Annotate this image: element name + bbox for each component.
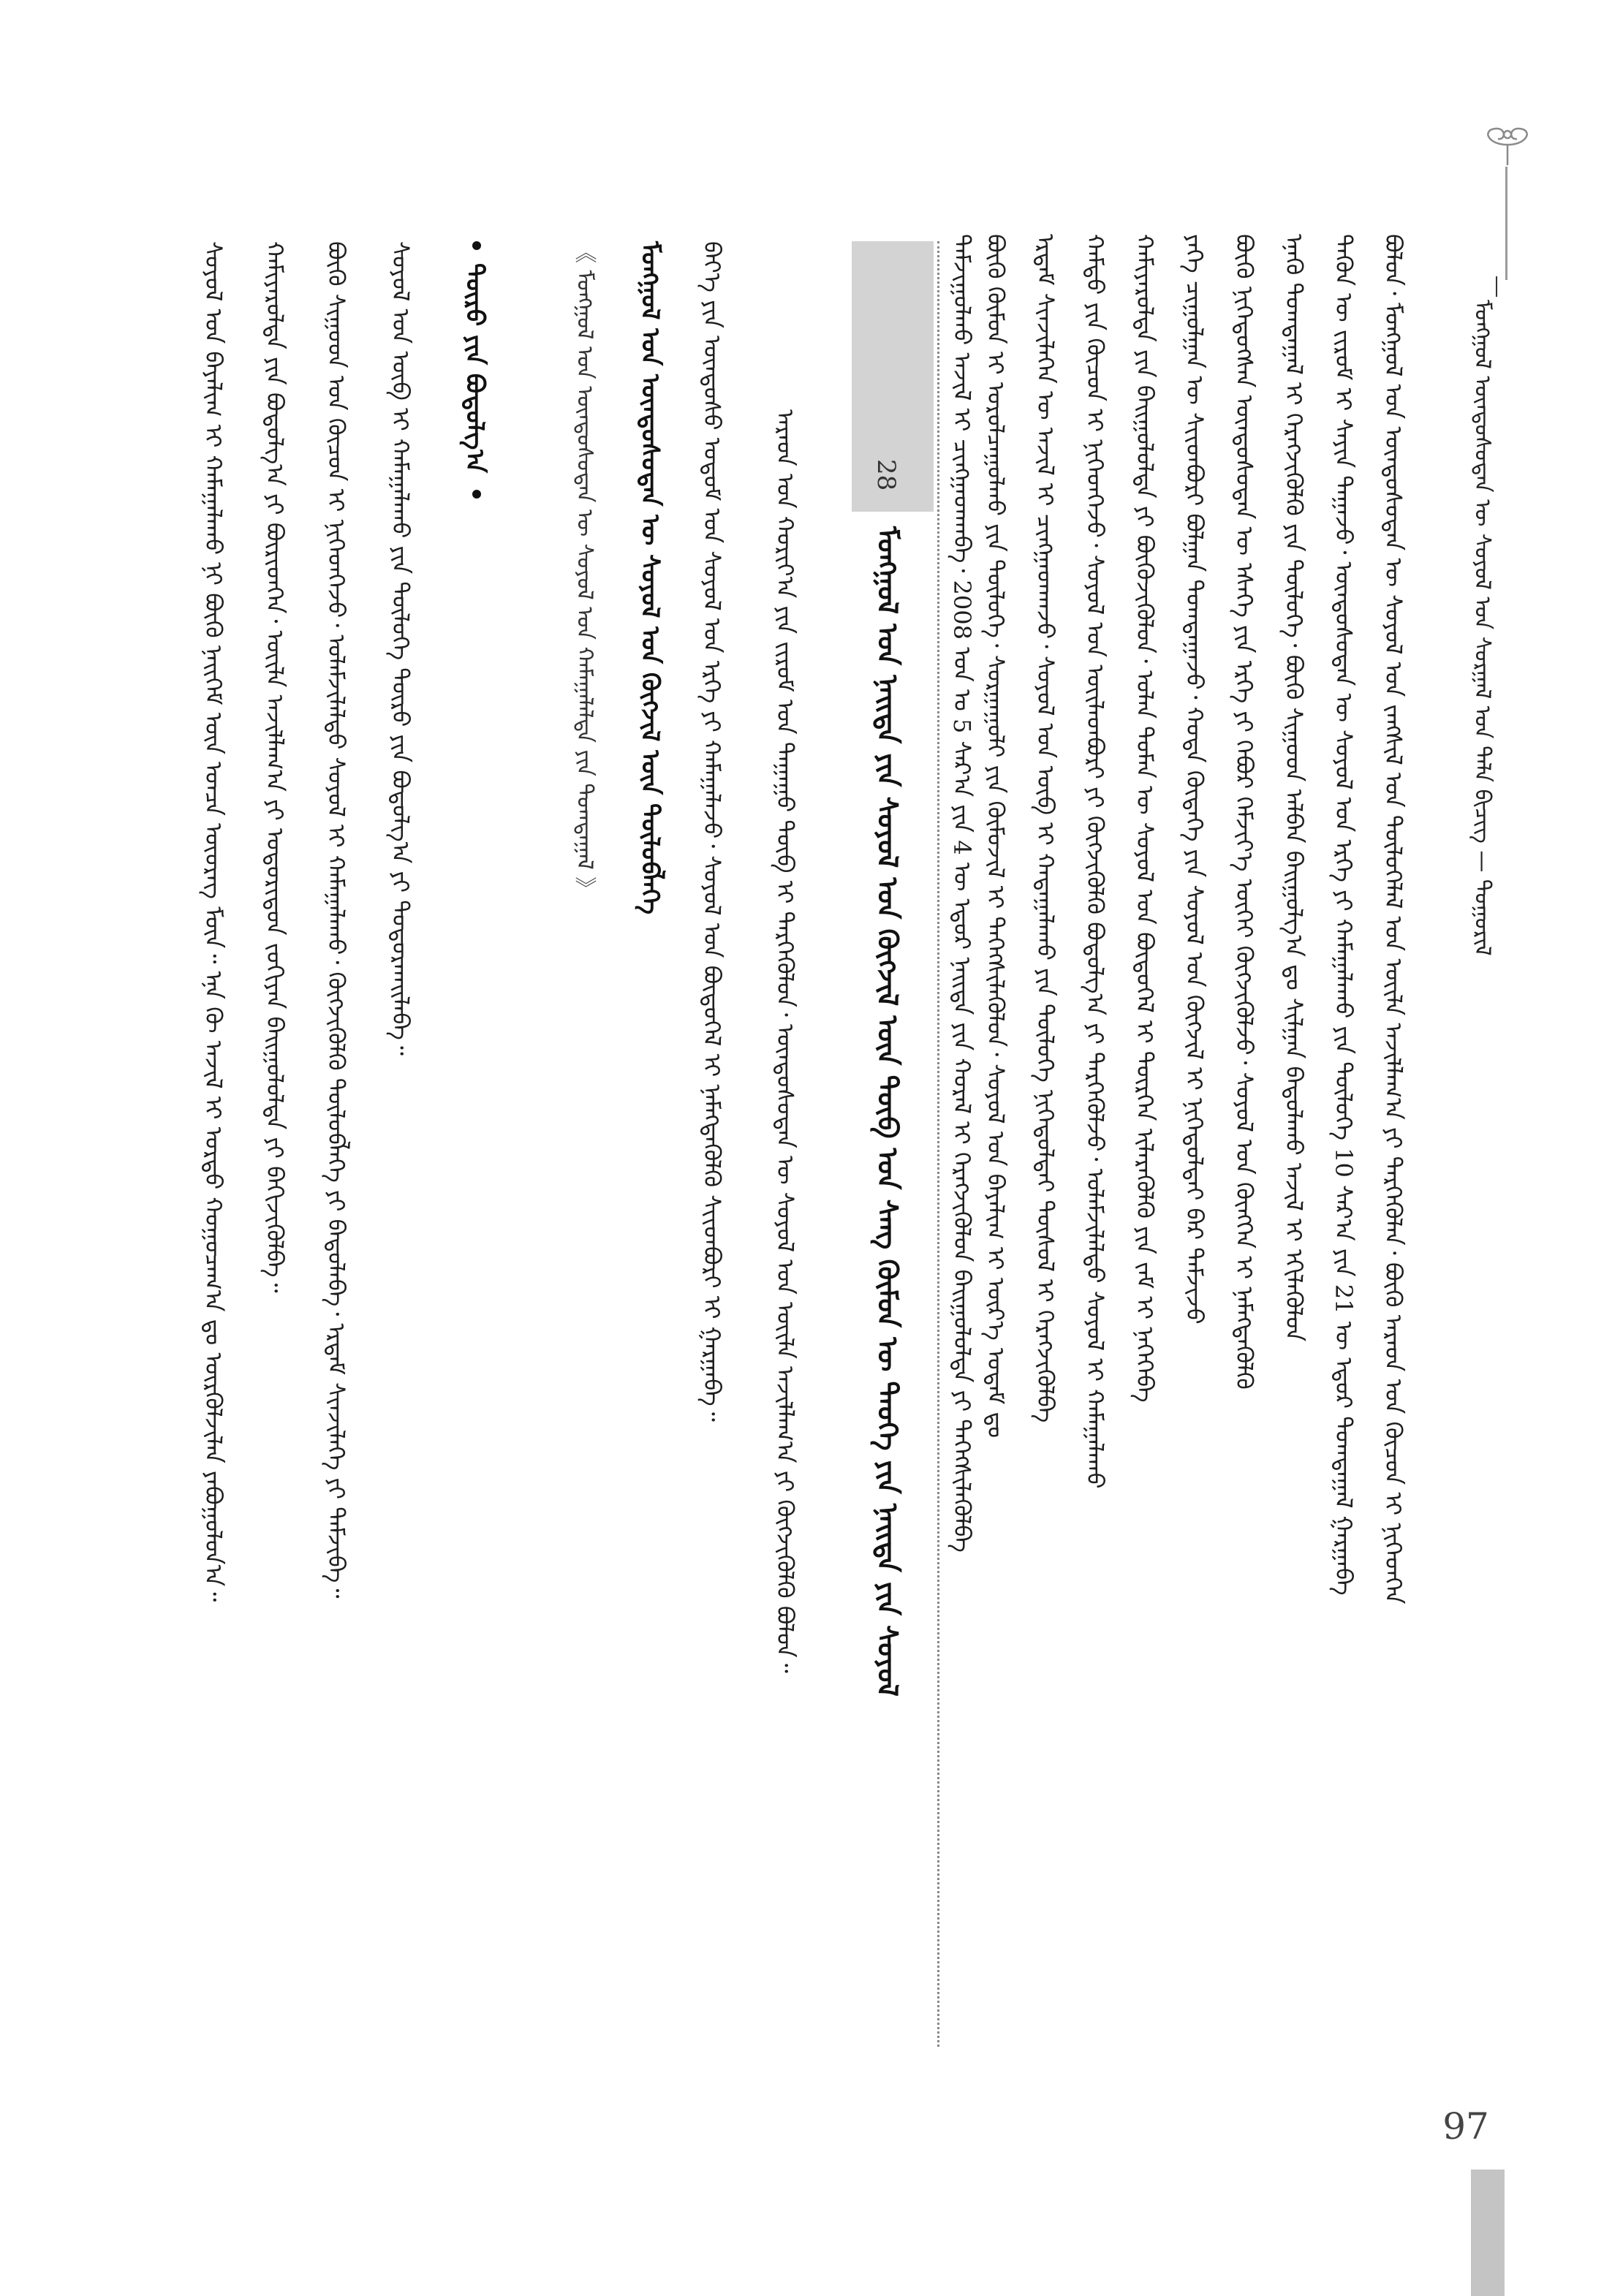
header-dash — [1496, 276, 1497, 297]
text-line: ᠪᠡᠶ᠎ᠡ ᠶᠢᠨ ᠦᠨᠳᠦᠰᠦ ᠤᠳᠤᠮ ᠤᠨ ᠰᠣᠶᠣᠯ ᠤᠨ ᠡᠷᠬᠡ ᠶᠢ ᠬᠠᠮᠠᠭᠠᠯᠠᠵᠤ᠂ ᠰᠣᠶᠣᠯ ᠤᠨ ᠪᠦᠲᠦᠭᠡᠯ ᠢ ᠨᠡᠮᠡᠭᠳᠡᠭᠦᠯᠬᠦ ᠰᠢᠢᠳᠪᠦᠷᠢ ᠢ ᠭᠠᠷᠭᠠᠪᠠ᠃ — [698, 241, 726, 1422]
section-title: ᠮᠣᠩᠭᠣᠯ ᠤᠨ ᠨᠡᠢᠲᠡ ᠶᠢᠨ ᠰᠣᠶᠣᠯ ᠤᠨ ᠬᠥᠭᠵᠢᠯ ᠦᠨ ᠲᠥᠪ ᠤᠨ ᠰᠠᠩ ᠬᠦᠮᠦᠨ ᠦ ᠲᠡᠦᠬᠡ ᠶᠢᠨ ᠨᠡᠢᠲᠡ ᠶᠢᠨ ᠰᠣᠶᠣᠯ — [871, 526, 904, 1697]
text-line-bold: ᠮᠣᠩᠭᠣᠯ ᠤᠨ ᠦᠨᠳᠦᠰᠦᠲᠡᠨ ᠦ ᠰᠣᠶᠣᠯ ᠤᠨ ᠬᠥᠭᠵᠢᠯ ᠦᠨ ᠲᠥᠯᠦᠪᠯᠡᠭᠡ — [635, 241, 665, 914]
page-edge-tab — [1471, 2170, 1505, 2296]
text-line: ᠪᠦᠬᠦ ᠨᠢᠭᠡᠳᠦᠭᠰᠡᠨ ᠦᠨᠳᠦᠰᠦᠲᠡᠨ ᠦ ᠡᠰᠡᠭᠡ ᠶᠢᠨ ᠡᠷᠬᠡ ᠶᠢ ᠬᠡᠪᠦᠷ ᠬᠡᠮᠵᠢᠶ᠎ᠡ ᠦᠭᠡᠢ ᠬᠥᠭᠵᠢᠭᠦᠯᠵᠦ᠂ ᠰᠣᠶᠣᠯ ᠤᠨ ᠬᠥᠩᠭᠡᠨ ᠢ ᠨᠡᠮᠡᠭᠳᠡᠭᠦᠯᠬᠦ — [1230, 234, 1258, 1390]
quotation-line: 《 ᠮᠣᠩᠭᠣᠯ ᠤᠨ ᠦᠨᠳᠦᠰᠦᠲᠡᠨ ᠦ ᠰᠣᠶᠣᠯ ᠤᠨ ᠬᠠᠮᠠᠭᠠᠯᠠᠯᠲᠠ ᠶᠢᠨ ᠲᠣᠭᠲᠠᠭᠠᠯ 》 — [572, 241, 597, 899]
text-line: ᠲᠡᠭᠦᠨ ᠦ ᠵᠢᠷᠤᠮ ᠢ ᠰᠠᠶᠢᠨ ᠳᠠᠭᠠᠵᠤ᠂ ᠦᠨᠳᠦᠰᠦᠲᠡᠨ ᠦ ᠰᠣᠶᠣᠯ ᠤᠨ ᠡᠷᠬᠡ ᠶᠢ ᠬᠠᠮᠠᠭᠠᠯᠠᠬᠤ ᠶᠢᠨ ᠲᠥᠯᠦᠭᠡ 10 ᠰᠠᠷ᠎ᠠ ᠶᠢᠨ 21 ᠦ ᠡᠳᠦᠷ ᠲᠣᠭᠲᠠᠭᠠᠯ ᠭᠠᠷᠭᠠᠪᠠ — [1330, 234, 1358, 1596]
text-line: ᠠᠷᠠᠳ ᠤᠨ ᠬᠣᠷᠢᠶ᠎ᠠ ᠶᠢᠨ ᠵᠢᠷᠤᠮ ᠤᠨ ᠳᠠᠭᠠᠭᠤ ᠲᠥᠪ ᠢ ᠲᠡᠷᠭᠡᠭᠦᠯᠦᠨ᠂ ᠦᠨᠳᠦᠰᠦᠲᠡᠨ ᠦ ᠰᠣᠶᠣᠯ ᠤᠨ ᠦᠢᠯᠡ ᠠᠵᠢᠯᠯᠠᠭ᠎ᠠ ᠶᠢ ᠬᠥᠭᠵᠢᠭᠦᠯᠬᠦ ᠪᠣᠯᠤᠨ᠃ — [771, 409, 799, 1673]
running-header: ᠮᠣᠩᠭᠣᠯ ᠦᠨᠳᠦᠰᠦᠲᠡᠨ ᠦ ᠰᠣᠶᠣᠯ ᠤᠨ ᠰᠤᠷᠭᠠᠯ ᠤᠨ ᠲᠡᠯᠡ ᠪᠢᠴᠢᠭ — ᠲᠤᠭᠤᠷᠢᠯ — [1469, 300, 1495, 956]
text-line: ᠳᠠᠮᠵᠢᠭᠤᠯᠬᠤ ᠠᠵᠢᠯ ᠢ ᠴᠢᠩᠭᠠᠳᠬᠠᠪᠠ᠂ 2008 ᠣᠨ ᠤ 5 ᠰᠠᠷ᠎ᠠ ᠶᠢᠨ 4 ᠦ ᠡᠳᠦᠷ ᠨᠡᠢᠲᠡ ᠶᠢᠨ ᠬᠤᠷᠠᠯ ᠢ ᠬᠡᠷᠡᠭᠵᠢᠭᠦᠯᠦᠨ ᠪᠠᠢᠭᠤᠯᠤᠯᠲᠠ ᠶᠢ ᠳᠡᠭᠡᠭᠰᠢᠯᠡᠭᠦᠯᠪᠡ — [948, 234, 976, 1553]
header-rule — [1505, 167, 1507, 280]
text-line: ᠪᠦᠬᠦ ᠰᠢᠭᠤᠳ ᠤᠨ ᠬᠦᠴᠦᠨ ᠢ ᠨᠢᠭᠡᠳᠬᠡᠵᠦ᠂ ᠤᠯᠠᠮᠵᠢᠯᠠᠯᠲᠤ ᠰᠣᠶᠣᠯ ᠢ ᠬᠠᠮᠠᠭᠠᠯᠠᠬᠤ᠂ ᠬᠥᠭᠵᠢᠭᠦᠯᠬᠦ ᠲᠥᠯᠦᠪᠯᠡᠭᠡ ᠶᠢ ᠪᠠᠲᠤᠯᠠᠪᠠ᠂ ᠡᠷᠳᠡᠮ ᠰᠢᠨᠵᠢᠯᠡᠭᠡ ᠶᠢ ᠳᠡᠮᠵᠢᠪᠡ᠃ — [322, 241, 350, 1599]
header-ornament-icon — [1473, 123, 1543, 167]
text-line: ᠰᠣᠶᠣᠯ ᠤᠨ ᠥᠪ ᠢ ᠬᠠᠮᠠᠭᠠᠯᠠᠬᠤ ᠶᠢᠨ ᠲᠥᠯᠦᠭᠡ ᠲᠥᠷᠥ ᠶᠢᠨ ᠪᠣᠳᠤᠯᠭ᠎ᠠ ᠶᠢ ᠲᠣᠳᠤᠷᠬᠠᠢᠯᠠᠪᠠ᠃ — [387, 241, 415, 1056]
heading-dotted-rule — [937, 241, 939, 2047]
section-number: 28 — [871, 459, 901, 491]
sub-heading: ᠲᠥᠷᠥ ᠶᠢᠨ ᠪᠣᠳᠤᠯᠭ᠎ᠠ — [460, 263, 489, 473]
bullet-icon — [472, 490, 481, 499]
text-line: ᠬᠠᠮᠲᠤ ᠶᠢᠨ ᠬᠦᠴᠦᠨ ᠢ ᠨᠢᠭᠡᠳᠬᠡᠵᠦ᠂ ᠰᠣᠶᠣᠯ ᠤᠨ ᠦᠢᠯᠡᠳᠪᠦᠷᠢ ᠶᠢ ᠬᠥᠭᠵᠢᠭᠦᠯᠬᠦ ᠪᠣᠳᠤᠯᠭ᠎ᠠ ᠶᠢ ᠲᠡᠷᠭᠡᠭᠦᠯᠵᠦ᠂ ᠤᠯᠠᠮᠵᠢᠯᠠᠯᠲᠤ ᠰᠣᠶᠣᠯ ᠢ ᠬᠠᠮᠠᠭᠠᠯᠠᠬᠤ — [1081, 234, 1109, 1489]
text-line: ᠪᠣᠯᠤᠨ᠂ ᠮᠣᠩᠭᠣᠯ ᠤᠨ ᠦᠨᠳᠦᠰᠦᠲᠡᠨ ᠦ ᠰᠣᠶᠣᠯ ᠤᠨ ᠵᠠᠩᠱᠢᠯ ᠤᠨ ᠲᠥᠯᠦᠭᠡᠯᠡᠯ ᠤᠨ ᠦᠢᠯᠡ ᠠᠵᠢᠯᠯᠠᠭ᠎ᠠ ᠶᠢ ᠲᠡᠷᠭᠡᠭᠦᠯᠡᠨ᠂ ᠪᠦᠬᠦ ᠠᠷᠠᠳ ᠤᠨ ᠬᠦᠴᠦᠨ ᠢ ᠨᠢᠭᠡᠳᠬᠡᠨ — [1380, 234, 1407, 1604]
text-line: ᠬᠠᠮᠢᠶᠠᠷᠤᠯᠲᠠ ᠶᠢᠨ ᠪᠠᠢᠭᠤᠯᠤᠯᠲᠠ ᠶᠢ ᠪᠥᠬᠦᠵᠢᠭᠦᠯᠦᠨ᠂ ᠣᠯᠠᠨ ᠲᠤᠮᠠᠨ ᠦ ᠰᠣᠶᠣᠯ ᠤᠨ ᠪᠦᠲᠦᠭᠡᠯ ᠢ ᠲᠦᠷᠭᠡᠨ ᠢᠯᠡᠷᠡᠭᠦᠯᠬᠦ ᠶᠢᠨ ᠵᠠᠮ ᠢ ᠨᠡᠭᠡᠭᠡᠪᠡ — [1131, 234, 1159, 1403]
text-line: ᠰᠣᠶᠣᠯ ᠤᠨ ᠪᠠᠶᠠᠯᠢᠭ ᠢ ᠬᠠᠮᠠᠭᠠᠯᠠᠬᠤ ᠨᠢ ᠪᠦᠬᠦ ᠨᠡᠢᠭᠡᠮ ᠦᠨ ᠣᠨᠴᠠ ᠦᠦᠷᠡᠭ ᠮᠥᠨ᠃ ᠡᠨᠡ ᠬᠦ ᠠᠵᠢᠯ ᠢ ᠤᠷᠲᠤ ᠬᠤᠭᠤᠴᠠᠭ᠎ᠠ ᠳᠤ ᠦᠷᠭᠦᠯᠵᠢᠯᠡᠨ ᠶᠠᠪᠤᠭᠤᠯᠤᠨ᠎ᠠ᠃ — [200, 241, 227, 1602]
text-line: ᠬᠠᠮᠢᠶᠠᠷᠤᠯᠲᠠ ᠶᠢᠨ ᠪᠣᠳᠤᠯᠭ᠎ᠠ ᠶᠢ ᠪᠦᠷᠢᠳᠬᠡᠨ᠂ ᠦᠢᠯᠡ ᠠᠵᠢᠯᠯᠠᠭ᠎ᠠ ᠶᠢ ᠤᠳᠤᠷᠢᠳᠤᠨ ᠵᠣᠬᠢᠶᠠᠨ ᠪᠠᠢᠭᠤᠯᠤᠯᠲᠠ ᠶᠢ ᠪᠡᠬᠢᠵᠢᠭᠦᠯᠪᠡ᠃ — [261, 241, 289, 1293]
text-line: ᠶᠡᠬᠡ ᠴᠢᠭᠤᠯᠭᠠᠨ ᠦ ᠰᠢᠢᠳᠪᠦᠷᠢ ᠪᠣᠯᠭᠠᠨ ᠲᠣᠭᠲᠠᠭᠠᠵᠤ᠂ ᠬᠣᠲᠠ ᠬᠥᠳᠡᠭᠡ ᠶᠢᠨ ᠰᠣᠶᠣᠯ ᠤᠨ ᠬᠥᠭᠵᠢᠯ ᠢ ᠨᠢᠭᠡᠳᠦᠯᠲᠡᠢ ᠪᠠᠷ ᠳᠡᠮᠵᠢᠵᠦ — [1181, 234, 1208, 1325]
text-line: ᠪᠦᠬᠦ ᠬᠦᠮᠦᠨ ᠢ ᠣᠷᠤᠯᠴᠠᠭᠤᠯᠬᠤ ᠶᠢᠨ ᠲᠥᠯᠦᠭᠡ᠂ ᠰᠤᠷᠭᠠᠭᠤᠯᠢ ᠶᠢᠨ ᠬᠥᠮᠥᠵᠢᠯ ᠢ ᠳᠡᠭᠡᠭᠰᠢᠯᠡᠭᠦᠯᠦᠨ᠂ ᠰᠣᠶᠣᠯ ᠤᠨ ᠪᠠᠶᠠᠯᠢᠭ ᠢ ᠦᠷ᠎ᠡ ᠤᠳᠠᠮ ᠳᠤ — [982, 234, 1010, 1439]
text-line: ᠡᠨᠡᠬᠦ ᠲᠣᠭᠲᠠᠭᠠᠯ ᠢ ᠬᠡᠷᠡᠭᠵᠢᠭᠦᠯᠬᠦ ᠶᠢᠨ ᠲᠥᠯᠦᠭᠡ᠂ ᠪᠦᠬᠦ ᠰᠢᠭᠤᠳ ᠠᠯᠪᠠᠨ ᠪᠠᠢᠭᠤᠯᠭ᠎ᠠ ᠳᠤ ᠰᠢᠯᠭᠠᠨ ᠪᠠᠲᠤᠯᠠᠬᠤ ᠠᠵᠢᠯ ᠢ ᠡᠬᠢᠯᠡᠬᠦᠯᠦᠨ — [1280, 234, 1308, 1342]
text-line: ᠡᠷᠳᠡᠮ ᠰᠢᠨᠵᠢᠯᠡᠭᠡᠨ ᠦ ᠠᠵᠢᠯ ᠢ ᠴᠢᠩᠭᠠᠳᠬᠠᠵᠤ᠂ ᠰᠣᠶᠣᠯ ᠤᠨ ᠥᠪ ᠢ ᠬᠠᠳᠠᠭᠠᠯᠠᠬᠤ ᠶᠢᠨ ᠲᠥᠯᠦᠭᠡ ᠨᠢᠭᠡᠳᠦᠯᠲᠡᠢ ᠲᠥᠰᠦᠯ ᠢ ᠬᠡᠷᠡᠭᠵᠢᠭᠦᠯᠪᠡ — [1032, 234, 1059, 1423]
bullet-icon — [472, 241, 481, 250]
page-number: 97 — [1442, 2105, 1489, 2148]
